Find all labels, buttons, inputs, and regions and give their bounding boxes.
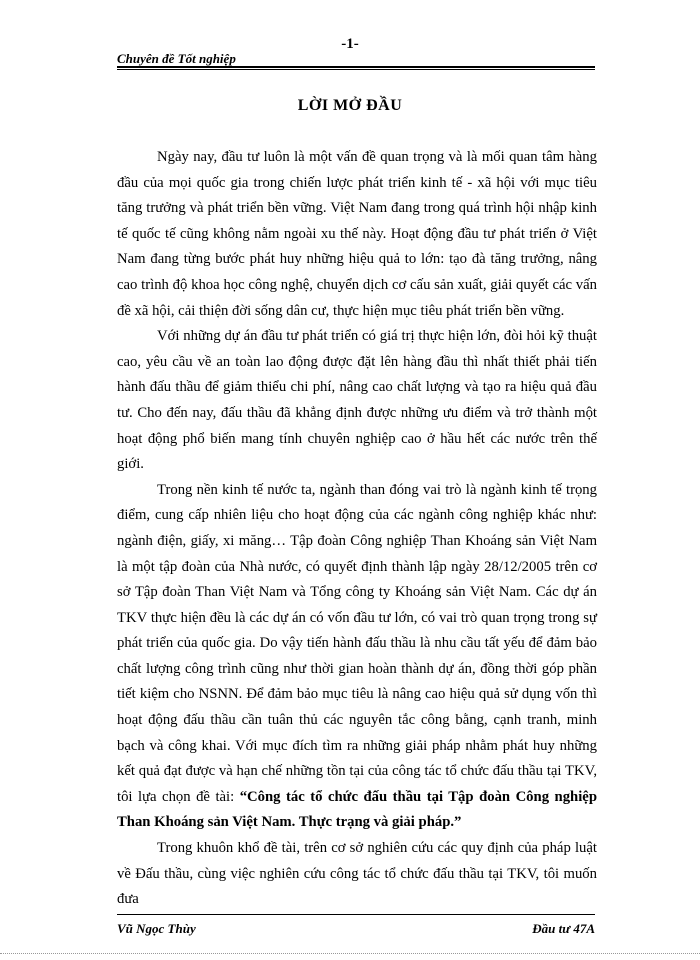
paragraph-2: Với những dự án đầu tư phát triển có giá trị thực hiện lớn, đòi hỏi kỹ thuật cao, yêu cầu về an toàn lao động được đặt lên hàng đầu thì nhất thiết phải tiến hành đấu thầu để giảm thiểu chi phí, nâng cao chất lượng và tạo ra hiệu quả đầu tư. Cho đến nay, đấu thầu đã khẳng định được những ưu điểm và trở thành một hoạt động phổ biến mang tính chuyên nghiệp cao ở hầu hết các nước trên thế giới. (117, 328, 597, 473)
paragraph-1: Ngày nay, đầu tư luôn là một vấn đề quan trọng và là mối quan tâm hàng đầu của mọi quốc gia trong chiến lược phát triển kinh tế - xã hội với mục tiêu tăng trưởng và phát triển bền vững. Việt Nam đang trong quá trình hội nhập kinh tế quốc tế cũng không nằm ngoài xu thế này. Hoạt động đầu tư phát triển ở Việt Nam đang từng bước phát huy những hiệu quả to lớn: tạo đà tăng trưởng, nâng cao trình độ khoa học công nghệ, chuyển dịch cơ cấu sản xuất, giải quyết các vấn đề xã hội, cải thiện đời sống dân cư, thực hiện mục tiêu phát triển bền vững. (117, 149, 597, 319)
header-divider (117, 66, 595, 70)
document-title: LỜI MỞ ĐẦU (297, 97, 403, 114)
paragraph-4: Trong khuôn khổ đề tài, trên cơ sở nghiên cứu các quy định của pháp luật về Đấu thầu, cùng việc nghiên cứu công tác tổ chức đấu thầu tại TKV, tôi muốn đưa (117, 840, 597, 908)
footer-class: Đầu tư 47A (532, 921, 595, 936)
page-number: -1- (341, 36, 359, 52)
document-body (117, 145, 597, 913)
footer-divider (117, 914, 595, 915)
footer-author: Vũ Ngọc Thùy (117, 921, 196, 936)
paragraph-3-text: Trong nền kinh tế nước ta, ngành than đóng vai trò là ngành kinh tế trọng điểm, cung cấp nhiên liệu cho hoạt động của các ngành công nghiệp khác như: ngành điện, giấy, xi măng… Tập đoàn Công nghiệp Than Khoáng sản Việt Nam là một tập đoàn của Nhà nước, có quyết định thành lập ngày 28/12/2005 trên cơ sở Tập đoàn Than Việt Nam và Tổng công ty Khoáng sản Việt Nam. Các dự án TKV thực hiện đều là các dự án có vốn đầu tư lớn, có vai trò quan trọng trong sự phát triển của quốc gia. Do vậy tiến hành đấu thầu là nhu cầu tất yếu để đảm bảo chất lượng công trình cũng như thời gian hoàn thành dự án, đồng thời góp phần tiết kiệm cho NSNN. Để đảm bảo mục tiêu là nâng cao hiệu quả sử dụng vốn thì hoạt động đấu thầu cần tuân thủ các nguyên tắc công bằng, cạnh tranh, minh bạch và công khai. Với mục đích tìm ra những giải pháp nhằm phát huy những kết quả đạt được và hạn chế những tồn tại của công tác tổ chức đấu thầu tại TKV, tôi lựa chọn đề tài: (117, 481, 597, 805)
page-break-line (0, 953, 700, 954)
paragraph-3 (117, 478, 597, 836)
thesis-topic: “Công tác tổ chức đấu thầu tại Tập đoàn Công nghiệp Than Khoáng sản Việt Nam. Thực trạng và giải pháp.” (117, 788, 597, 831)
header-title: Chuyên đề Tốt nghiệp (117, 51, 236, 66)
